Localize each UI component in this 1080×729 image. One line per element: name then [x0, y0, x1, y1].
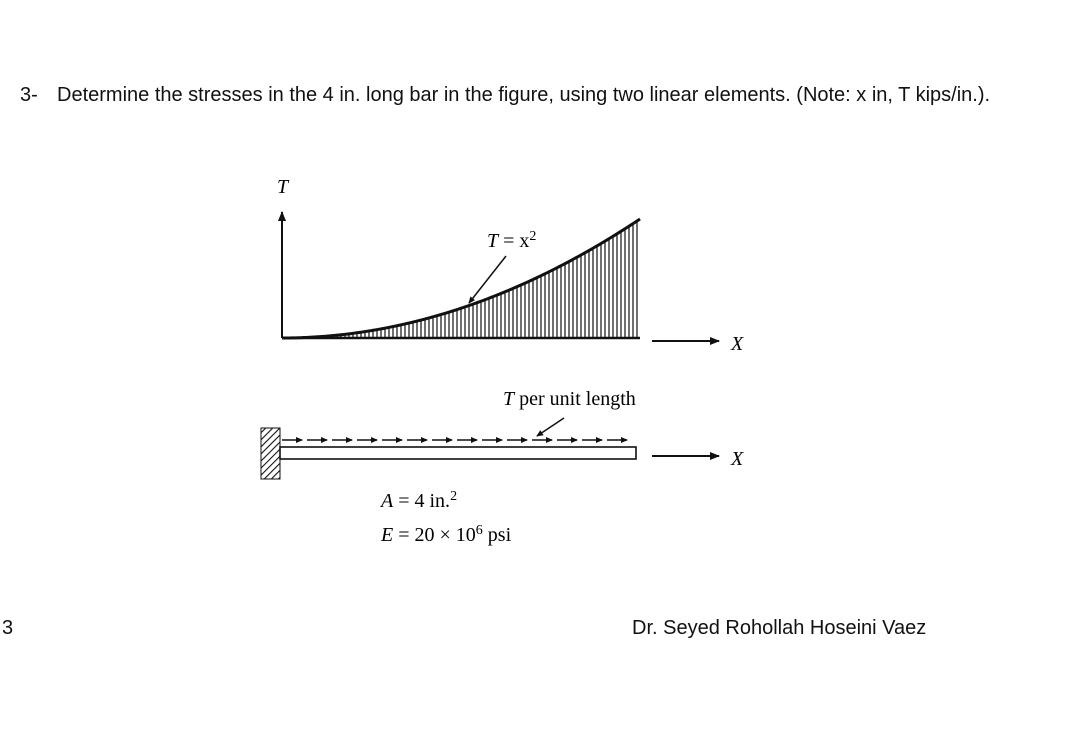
problem-number: 3- [20, 84, 38, 106]
curve-label: $T = x^2$ [487, 229, 537, 252]
load-label: T per unit length [503, 388, 636, 410]
bar [280, 447, 636, 459]
area-label: A = 4 in.$^2$ [381, 489, 458, 512]
problem-text: Determine the stresses in the 4 in. long bar in the figure, using two linear elements. (Note: x in, T kips/in.). [57, 84, 991, 106]
page-number: 3 [2, 617, 14, 639]
bar-x-axis-label: X [731, 448, 744, 470]
modulus-label: $E = 20 \times 10^6$ psi [381, 523, 512, 546]
x-axis-label: X [731, 333, 744, 355]
load-hatching [285, 221, 637, 338]
load-plot [277, 176, 744, 355]
fixed-support [261, 428, 280, 479]
t-axis-label: T [277, 176, 289, 198]
author-name: Dr. Seyed Rohollah Hoseini Vaez [632, 617, 927, 639]
load-label-pointer [537, 418, 564, 436]
bar-diagram [261, 388, 744, 546]
